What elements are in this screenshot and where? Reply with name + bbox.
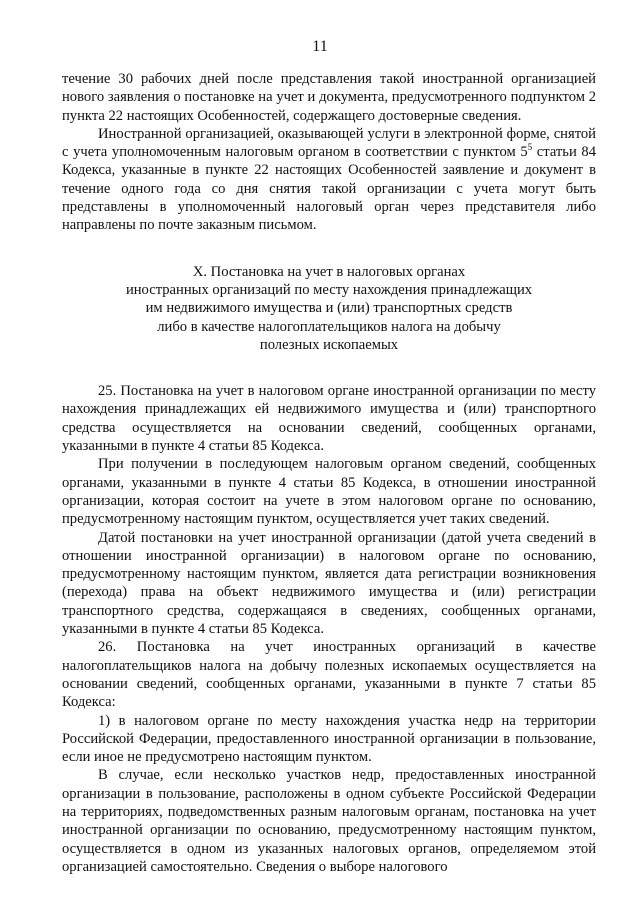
paragraph-electronic-services (62, 125, 596, 235)
heading-line: иностранных организаций по месту нахождения принадлежащих (125, 281, 533, 298)
heading-line: полезных ископаемых (259, 336, 399, 353)
paragraph-text: Иностранной организацией, оказывающей услуги в электронной форме, снятой с учета уполномоченным налоговым органом в соответствии с пунктом 5 (62, 125, 596, 161)
heading-line: либо в качестве налогоплательщиков налога на добычу (157, 318, 501, 335)
heading-line: X. Постановка на учет в налоговых органах (192, 263, 466, 280)
spacer (62, 235, 596, 263)
paragraph-25-date: Датой постановки на учет иностранной организации (датой учета сведений в отношении иностранной организации) в налоговом органе по основанию, предусмотренному настоящим пунктом, является дата регистрации возникновения (перехода) права на объект недвижимого имущества и (или) регистрации транспортного средства, содержащаяся в сведениях, сообщенных органами, указанными в пункте 4 статьи 85 Кодекса. (62, 529, 596, 638)
paragraph-continuation: течение 30 рабочих дней после представления такой иностранной организацией нового заявления о постановке на учет и документа, предусмотренного подпунктом 2 пункта 22 настоящих Особенностей, содержащего достоверные сведения. (62, 71, 596, 124)
paragraph-26: 26. Постановка на учет иностранных организаций в качестве налогоплательщиков налога на добычу полезных ископаемых осуществляется на основании сведений, сообщенных органами, указанными в пункте 7 статьи 85 Кодекса: (62, 639, 596, 711)
paragraph-text-rest: статьи 84 Кодекса, указанные в пункте 22 настоящих Особенностей заявление и документ в течение одного года со дня снятия такой организации с учета могут быть представлены в уполномоченный налоговый орган через представителя либо направлены по почте заказным письмом. (62, 144, 597, 234)
paragraph-25-followup: При получении в последующем налоговым органом сведений, сообщенных органами, указанными в пункте 4 статьи 85 Кодекса, в отношении иностранной организации, которая состоит на учете в этом налоговом органе по основанию, предусмотренному настоящим пунктом, осуществляется учет таких сведений. (62, 456, 596, 528)
paragraph-26-multiple-plots: В случае, если несколько участков недр, предоставленных иностранной организации в пользование, расположены в одном субъекте Российской Федерации на территориях, подведомственных разным налоговым органам, постановка на учет иностранной организации по основанию, предусмотренному настоящим пунктом, осуществляется в одном из указанных налоговых органов, определяемом этой организацией самостоятельно. Сведения о выборе налогового (62, 767, 596, 875)
superscript: 5 (527, 142, 533, 153)
page-number: 11 (312, 38, 328, 55)
paragraph-25: 25. Постановка на учет в налоговом органе иностранной организации по месту нахождения принадлежащих ей недвижимого имущества и (или) транспортного средства осуществляется на основании сведений, сообщенных органами, указанными в пункте 4 статьи 85 Кодекса. (62, 383, 596, 455)
document-body (62, 70, 596, 876)
heading-line: им недвижимого имущества и (или) транспортных средств (145, 300, 513, 317)
paragraph-26-item-1: 1) в налоговом органе по месту нахождения участка недр на территории Российской Федерации, предоставленного иностранной организации в пользование, если иное не предусмотрено настоящим пунктом. (62, 712, 596, 766)
section-heading (62, 263, 596, 354)
spacer (62, 354, 596, 382)
